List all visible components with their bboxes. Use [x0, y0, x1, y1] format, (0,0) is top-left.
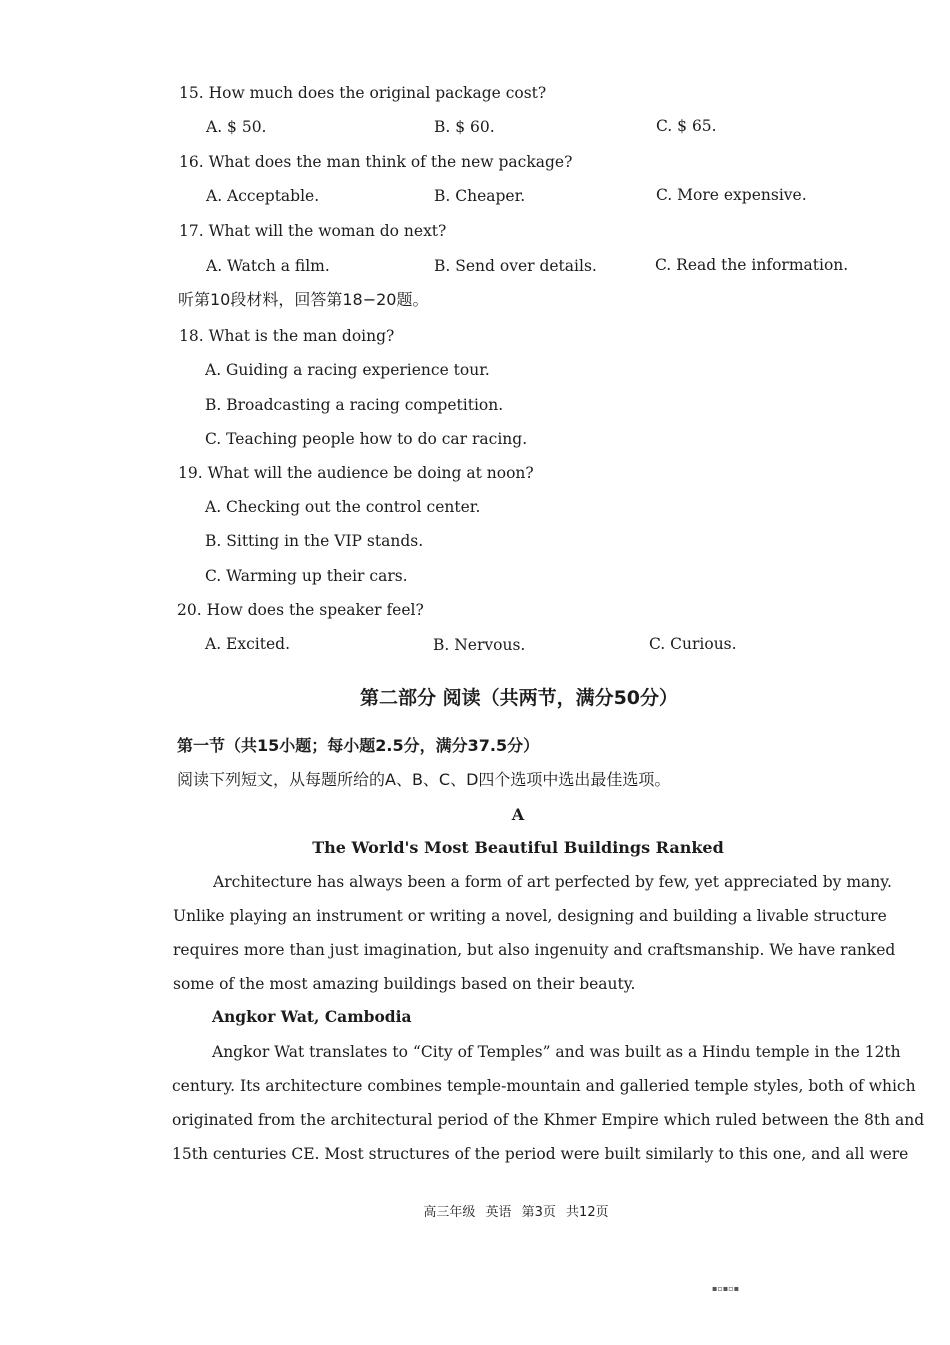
passage-title: The World's Most Beautiful Buildings Ranked: [312, 838, 724, 857]
intro-line-3: requires more than just imagination, but also ingenuity and craftsmanship. We have ranked: [173, 941, 896, 959]
intro-line-1: Architecture has always been a form of art perfected by few, yet appreciated by many.: [213, 873, 892, 891]
angkor-line-4: 15th centuries CE. Most structures of the period were built similarly to this one, and all were: [172, 1145, 909, 1163]
intro-paragraph: [173, 865, 896, 1001]
q20-option-c: C. Curious.: [649, 635, 737, 653]
q18-option-c: C. Teaching people how to do car racing.: [205, 430, 528, 448]
angkor-line-2: century. Its architecture combines temple-mountain and galleried temple styles, both of which: [172, 1077, 916, 1095]
q17-option-c: C. Read the information.: [655, 256, 849, 274]
q16-option-b: B. Cheaper.: [434, 187, 526, 205]
question-15: 15. How much does the original package cost?: [179, 84, 547, 102]
intro-line-4: some of the most amazing buildings based on their beauty.: [173, 975, 636, 993]
q16-option-a: A. Acceptable.: [206, 187, 320, 205]
angkor-subheading: Angkor Wat, Cambodia: [212, 1007, 412, 1026]
q18-option-a: A. Guiding a racing experience tour.: [205, 361, 490, 379]
question-18: 18. What is the man doing?: [179, 327, 395, 345]
page-footer: 高三年级 英语 第3页 共12页: [423, 1205, 609, 1220]
section1-title: 第一节（共15小题；每小题2.5分，满分37.5分）: [177, 736, 540, 755]
scan-mark: ▪▫▪▫▪: [712, 1284, 740, 1293]
section1-instruction: 阅读下列短文，从每题所给的A、B、C、D四个选项中选出最佳选项。: [177, 770, 671, 789]
angkor-line-1: Angkor Wat translates to “City of Temples” and was built as a Hindu temple in the 12th: [212, 1043, 901, 1061]
q19-option-a: A. Checking out the control center.: [205, 498, 481, 516]
part2-title: 第二部分 阅读（共两节，满分50分）: [359, 687, 679, 709]
q15-option-c: C. $ 65.: [656, 117, 717, 135]
q15-option-a: A. $ 50.: [206, 118, 267, 136]
q19-option-c: C. Warming up their cars.: [205, 567, 408, 585]
question-19: 19. What will the audience be doing at noon?: [178, 464, 534, 482]
intro-line-2: Unlike playing an instrument or writing a novel, designing and building a livable structure: [173, 907, 887, 925]
question-16: 16. What does the man think of the new package?: [179, 153, 573, 171]
q20-option-a: A. Excited.: [205, 635, 290, 653]
angkor-paragraph: [172, 1035, 925, 1171]
q17-option-a: A. Watch a film.: [206, 257, 330, 275]
q19-option-b: B. Sitting in the VIP stands.: [205, 532, 424, 550]
q16-option-c: C. More expensive.: [656, 186, 807, 204]
q17-option-b: B. Send over details.: [434, 257, 597, 275]
q15-option-b: B. $ 60.: [434, 118, 495, 136]
question-17: 17. What will the woman do next?: [179, 222, 447, 240]
q20-option-b: B. Nervous.: [433, 636, 526, 654]
angkor-line-3: originated from the architectural period of the Khmer Empire which ruled between the 8th and: [172, 1111, 925, 1129]
question-20: 20. How does the speaker feel?: [177, 601, 424, 619]
q18-option-b: B. Broadcasting a racing competition.: [205, 396, 504, 414]
listening-instruction-10: 听第10段材料，回答第18−20题。: [178, 290, 429, 309]
passage-letter: A: [511, 805, 525, 824]
